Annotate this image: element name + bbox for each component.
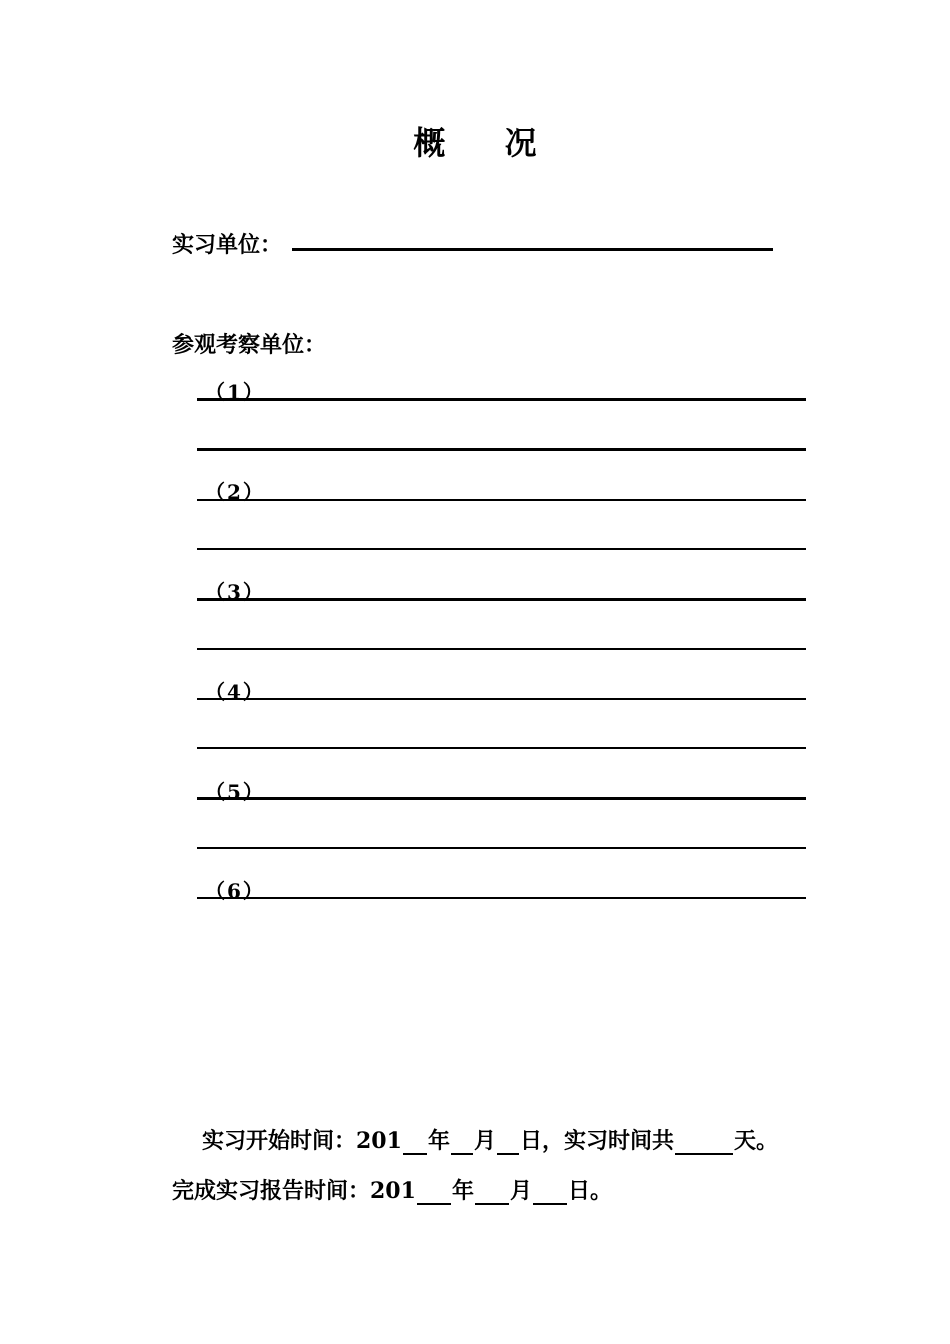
report-year-label: 年 [451, 1178, 474, 1204]
start-month-label: 月 [473, 1128, 496, 1154]
start-year-blank[interactable] [403, 1131, 427, 1155]
report-month-label: 月 [509, 1178, 532, 1204]
start-date-label: 实习开始时间：201 [202, 1128, 402, 1154]
visit-unit-line[interactable] [197, 698, 806, 700]
visit-unit-number: （3） [205, 580, 265, 604]
start-date-line [202, 1124, 778, 1155]
visit-unit-number: （5） [205, 780, 265, 804]
page-title: 概 况 [413, 124, 561, 162]
report-date-line [172, 1174, 612, 1205]
visit-unit-number: （4） [205, 680, 265, 704]
visit-units-label: 参观考察单位： [172, 332, 327, 358]
visit-unit-line[interactable] [197, 598, 806, 601]
visit-unit-line[interactable] [197, 797, 806, 800]
duration-days-label: 天。 [733, 1128, 778, 1154]
report-date-label: 完成实习报告时间：201 [172, 1178, 416, 1204]
report-month-blank[interactable] [475, 1181, 509, 1205]
start-day-blank[interactable] [497, 1131, 519, 1155]
duration-days-blank[interactable] [675, 1131, 733, 1155]
visit-unit-line[interactable] [197, 398, 806, 401]
start-year-label: 年 [427, 1128, 450, 1154]
report-year-blank[interactable] [417, 1181, 451, 1205]
visit-unit-line[interactable] [197, 897, 806, 899]
internship-unit-field[interactable] [292, 248, 773, 251]
visit-unit-number: （2） [205, 480, 265, 504]
visit-unit-line[interactable] [197, 847, 806, 849]
visit-unit-number: （6） [205, 879, 265, 903]
visit-unit-line[interactable] [197, 499, 806, 501]
start-day-label: 日，实习时间共 [519, 1128, 674, 1154]
report-day-label: 日。 [567, 1178, 612, 1204]
report-day-blank[interactable] [533, 1181, 567, 1205]
visit-unit-number: （1） [205, 380, 265, 404]
visit-unit-line[interactable] [197, 448, 806, 451]
visit-unit-line[interactable] [197, 747, 806, 749]
visit-unit-line[interactable] [197, 648, 806, 650]
visit-unit-line[interactable] [197, 548, 806, 550]
internship-unit-label: 实习单位： [172, 232, 283, 258]
start-month-blank[interactable] [451, 1131, 473, 1155]
